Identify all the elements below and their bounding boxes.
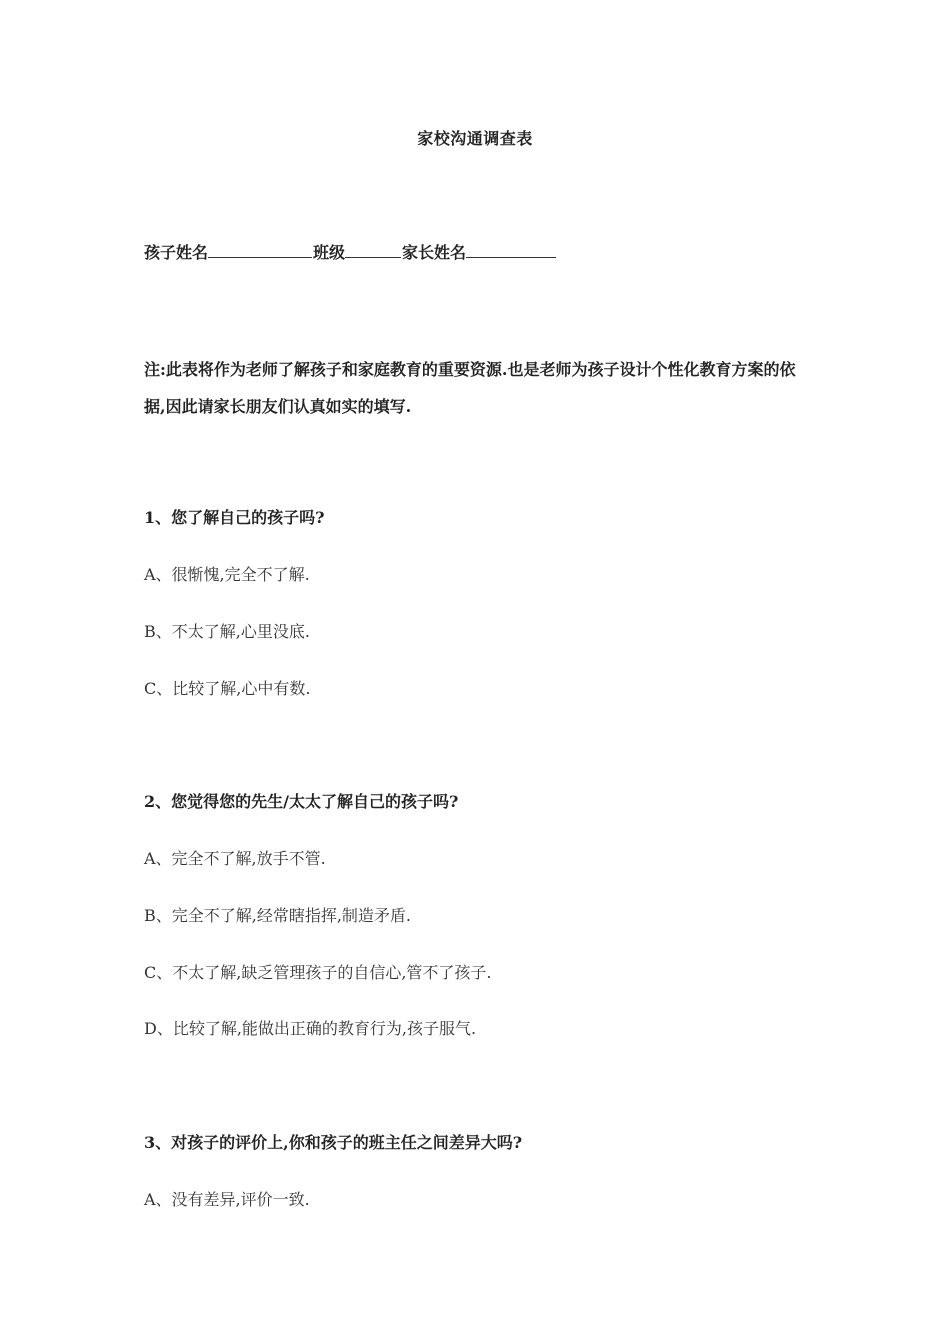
question-2-option-a: A、完全不了解,放手不管. <box>144 849 326 868</box>
question-1-option-c: C、比较了解,心中有数. <box>144 679 311 698</box>
question-3: 3、对孩子的评价上,你和孩子的班主任之间差异大吗? <box>144 1133 523 1152</box>
document-title: 家校沟通调查表 <box>417 129 533 148</box>
question-2-option-c: C、不太了解,缺乏管理孩子的自信心,管不了孩子. <box>144 963 492 982</box>
info-line <box>144 240 557 263</box>
child-name-blank[interactable] <box>208 241 312 258</box>
question-2: 2、您觉得您的先生/太太了解自己的孩子吗? <box>144 792 459 811</box>
question-3-option-a: A、没有差异,评价一致. <box>144 1190 310 1209</box>
parent-name-label: 家长姓名 <box>402 243 467 262</box>
class-blank[interactable] <box>345 241 401 258</box>
question-2-option-d: D、比较了解,能做出正确的教育行为,孩子服气. <box>144 1019 477 1038</box>
question-1: 1、您了解自己的孩子吗? <box>144 508 325 527</box>
note-paragraph: 注:此表将作为老师了解孩子和家庭教育的重要资源.也是老师为孩子设计个性化教育方案的依据,因此请家长朋友们认真如实的填写. <box>144 360 796 416</box>
question-2-option-b: B、完全不了解,经常瞎指挥,制造矛盾. <box>144 906 412 925</box>
parent-name-blank[interactable] <box>466 241 556 258</box>
child-name-label: 孩子姓名 <box>144 243 209 262</box>
question-1-option-a: A、很惭愧,完全不了解. <box>144 565 310 584</box>
class-label: 班级 <box>313 243 346 262</box>
question-1-option-b: B、不太了解,心里没底. <box>144 622 310 641</box>
